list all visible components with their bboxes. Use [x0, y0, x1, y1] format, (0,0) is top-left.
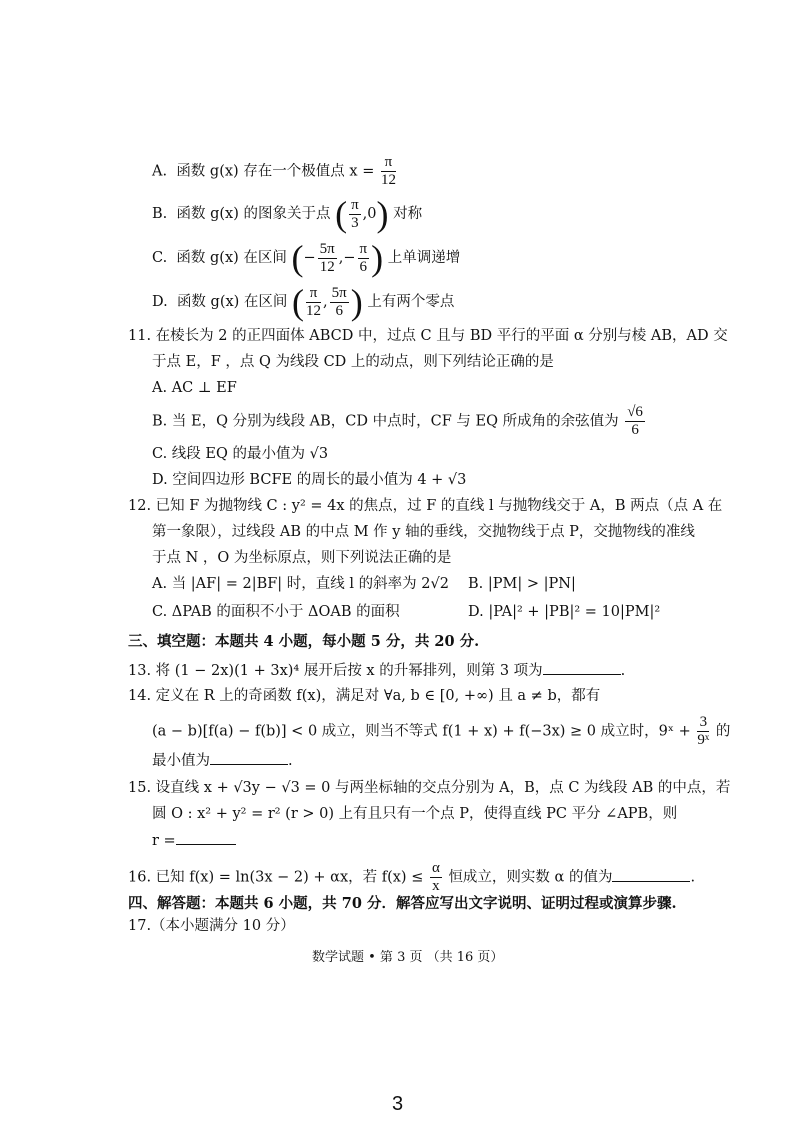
answer-blank [612, 867, 690, 882]
q12-stem-line1: 12. 已知 F 为抛物线 C : y² = 4x 的焦点，过 F 的直线 l 与抛物线交于 A，B 两点（点 A 在 [128, 498, 723, 514]
q14-line3: 最小值为 . [152, 750, 293, 771]
q11-stem-line2: 于点 E，F ，点 Q 为线段 CD 上的动点，则下列结论正确的是 [152, 354, 554, 370]
q11-option-a: A. AC ⊥ EF [152, 380, 237, 396]
section-3-heading: 三、填空题：本题共 4 小题，每小题 5 分，共 20 分. [128, 633, 480, 650]
fraction: $\frac{\alpha}{x}$ [431, 860, 440, 894]
fraction: $\frac{\pi}{3}$ [351, 196, 359, 231]
page-footer: 数学试题 • 第 3 页 （共 16 页） [312, 950, 504, 965]
page-number: 3 [392, 1093, 404, 1115]
q12-option-a: A. 当 |AF| = 2|BF| 时，直线 l 的斜率为 2√2 [152, 576, 449, 592]
answer-blank [543, 660, 621, 675]
q14-line2: (a − b)[f(a) − f(b)] < 0 成立，则当不等式 f(1 + x) + f(−3x) ≥ 0 成立时，9ˣ + $\frac{3}{\text{9ˣ}}$ 的 [152, 714, 731, 748]
q14-line1: 14. 定义在 R 上的奇函数 f(x)，满足对 ∀a, b ∈ [0, +∞) 且 a ≠ b，都有 [128, 688, 601, 704]
fraction: $\frac{\pi}{12}$ [380, 154, 396, 188]
fraction: $\frac{5\pi}{12}$ [319, 240, 335, 275]
fraction: $\frac{3}{\text{9ˣ}}$ [697, 714, 710, 748]
answer-blank [176, 830, 236, 845]
answer-blank [210, 750, 288, 765]
fraction: $\frac{√6}{6}$ [627, 404, 643, 438]
q11-option-c: C. 线段 EQ 的最小值为 √3 [152, 446, 329, 462]
q12-stem-line2: 第一象限），过线段 AB 的中点 M 作 y 轴的垂线，交抛物线于点 P，交抛物线的准线 [152, 524, 695, 540]
q12-option-d: D. |PA|² + |PB|² = 10|PM|² [468, 604, 661, 620]
fraction: $\frac{5\pi}{6}$ [331, 284, 347, 319]
q11-stem-line1: 11. 在棱长为 2 的正四面体 ABCD 中，过点 C 且与 BD 平行的平面 α 分别与棱 AB，AD 交 [128, 328, 728, 344]
q11-option-b: B. 当 E，Q 分别为线段 AB，CD 中点时，CF 与 EQ 所成角的余弦值为 $\frac{√6}{6}$ [152, 404, 643, 438]
q10-option-c: C. 函数 g(x) 在区间 (− $\frac{5\pi}{12}$ ,− $\frac{\pi}{6}$ ) 上单调递增 [152, 238, 461, 278]
fraction: $\frac{\pi}{12}$ [306, 284, 322, 319]
q10-option-a: A. 函数 g(x) 存在一个极值点 x = $\frac{\pi}{12}$ [152, 154, 396, 188]
q15-line3: r = [152, 830, 236, 851]
q12-stem-line3: 于点 N ，O 为坐标原点，则下列说法正确的是 [152, 550, 452, 566]
q15-line1: 15. 设直线 x + √3y − √3 = 0 与两坐标轴的交点分别为 A，B，点 C 为线段 AB 的中点，若 [128, 780, 731, 796]
q15-line2: 圆 O : x² + y² = r² (r > 0) 上有且只有一个点 P，使得直线 PC 平分 ∠APB，则 [152, 806, 678, 822]
q17: 17.（本小题满分 10 分） [128, 918, 295, 934]
q10-option-d: D. 函数 g(x) 在区间 ( $\frac{\pi}{12}$ , $\frac{5\pi}{6}$ ) 上有两个零点 [152, 282, 455, 322]
q12-option-c: C. ΔPAB 的面积不小于 ΔOAB 的面积 [152, 604, 400, 620]
fraction: $\frac{\pi}{6}$ [359, 240, 368, 275]
q10-option-b: B. 函数 g(x) 的图象关于点 ( $\frac{\pi}{3}$ ,0) 对称 [152, 194, 423, 234]
q16: 16. 已知 f(x) = ln(3x − 2) + αx，若 f(x) ≤ $\frac{\alpha}{x}$ 恒成立，则实数 α 的值为 . [128, 860, 696, 894]
section-4-heading: 四、解答题：本题共 6 小题，共 70 分．解答应写出文字说明、证明过程或演算步骤. [128, 895, 677, 912]
q13: 13. 将 (1 − 2x)(1 + 3x)⁴ 展开后按 x 的升幂排列，则第 3 项为 . [128, 660, 625, 681]
q11-option-d: D. 空间四边形 BCFE 的周长的最小值为 4 + √3 [152, 472, 467, 488]
q12-option-b: B. |PM| > |PN| [468, 576, 576, 592]
